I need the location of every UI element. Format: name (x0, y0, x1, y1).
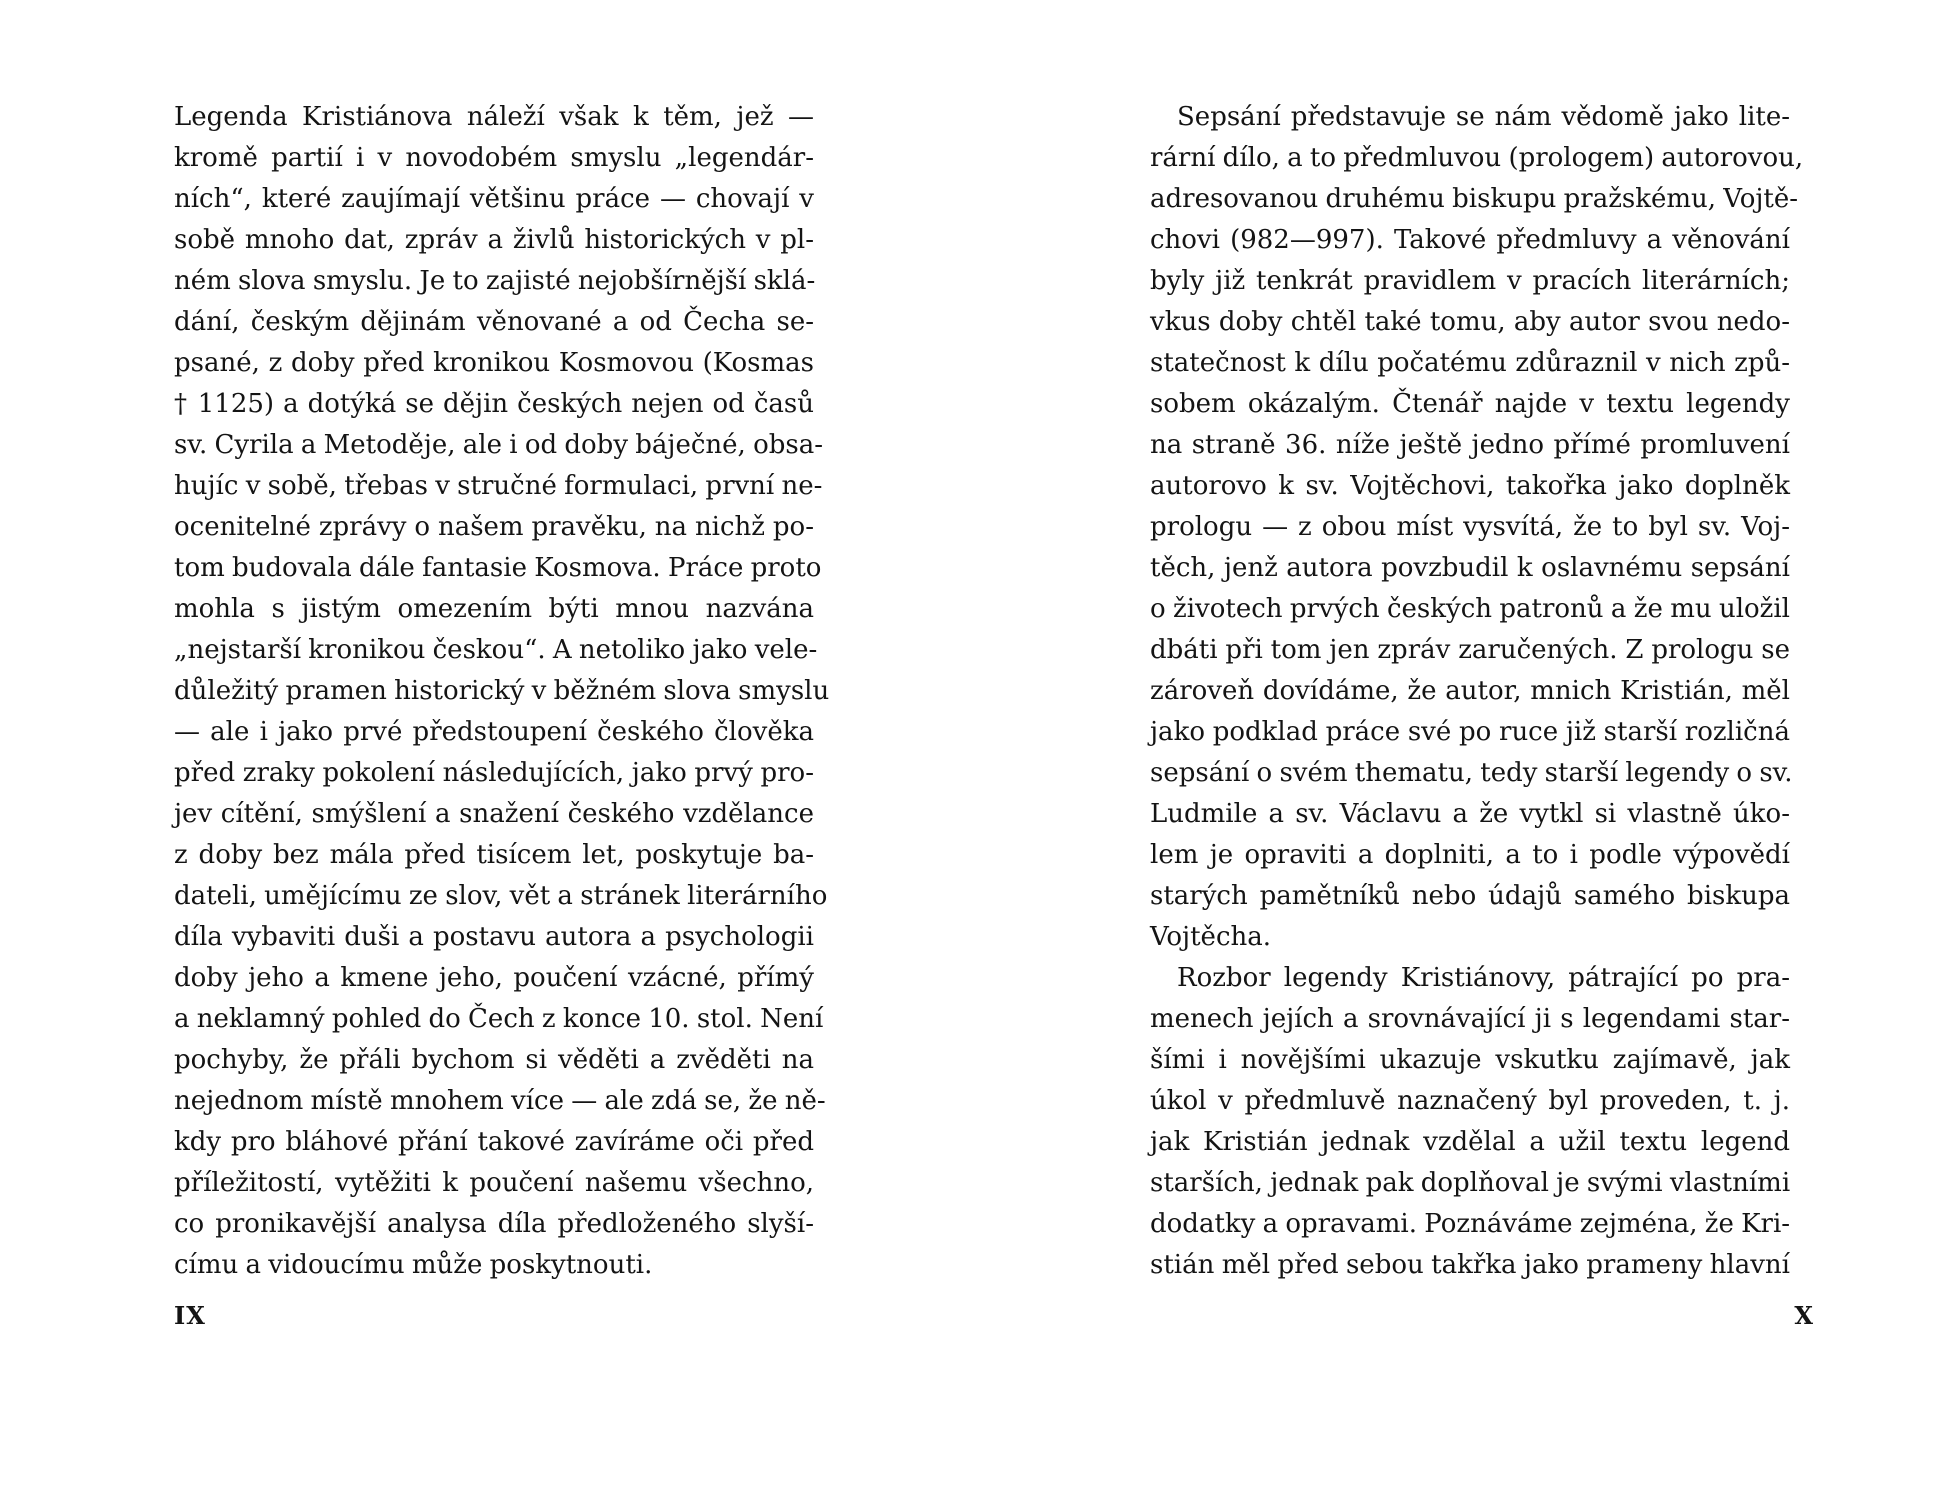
text-line: úkol v předmluvě naznačený byl proveden, t. j. (1150, 1086, 1790, 1116)
text-line: dbáti při tom jen zpráv zaručených. Z prologu se (1150, 635, 1790, 665)
text-line: příležitostí, vytěžiti k poučení našemu všechno, (174, 1168, 814, 1198)
text-line: díla vybaviti duši a postavu autora a psychologii (174, 922, 814, 952)
text-line: psané, z doby před kronikou Kosmovou (Kosmas (174, 348, 814, 378)
text-line: mohla s jistým omezením býti mnou nazvána (174, 594, 814, 624)
text-line: dání, českým dějinám věnované a od Čecha se‑ (174, 307, 814, 337)
text-line: autorovo k sv. Vojtěchovi, takořka jako doplněk (1150, 471, 1790, 501)
text-line: sobě mnoho dat, zpráv a živlů historických v pl‑ (174, 225, 814, 255)
text-line: ních“, které zaujímají většinu práce — chovají v (174, 184, 814, 214)
text-line: statečnost k dílu počatému zdůraznil v nich způ‑ (1150, 348, 1790, 378)
page-number-left: IX (174, 1301, 206, 1330)
text-line: Rozbor legendy Kristiánovy, pátrající po pra‑ (1177, 963, 1790, 993)
text-line: nejednom místě mnohem více — ale zdá se, že ně‑ (174, 1086, 826, 1116)
text-line: Legenda Kristiánova náleží však k těm, jež — (174, 102, 814, 132)
text-line: dodatky a opravami. Poznáváme zejména, že Kri‑ (1150, 1209, 1791, 1239)
text-line: zároveň dovídáme, že autor, mnich Kristián, měl (1150, 676, 1790, 706)
text-line: jev cítění, smýšlení a snažení českého vzdělance (174, 799, 814, 829)
text-line: Ludmile a sv. Václavu a že vytkl si vlastně úko‑ (1150, 799, 1790, 829)
text-line: na straně 36. níže ještě jedno přímé promluvení (1150, 430, 1790, 460)
text-line: byly již tenkrát pravidlem v pracích literárních; (1150, 266, 1790, 296)
text-line: † 1125) a dotýká se dějin českých nejen od časů (174, 389, 814, 419)
text-line: hujíc v sobě, třebas v stručné formulaci, první ne‑ (174, 471, 823, 501)
left-page-text (174, 97, 830, 1286)
text-line: pochyby, že přáli bychom si věděti a zvěděti na (174, 1045, 814, 1075)
text-line: doby jeho a kmene jeho, poučení vzácné, přímý (174, 963, 814, 993)
text-line: címu a vidoucímu může poskytnouti. (174, 1250, 653, 1280)
text-line: těch, jenž autora povzbudil k oslavnému sepsání (1150, 553, 1790, 583)
text-line: starých pamětníků nebo údajů samého biskupa (1150, 881, 1790, 911)
text-line: sv. Cyrila a Metoděje, ale i od doby báječné, obsa‑ (174, 430, 824, 460)
text-line: ném slova smyslu. Je to zajisté nejobšírnější sklá‑ (174, 266, 816, 296)
text-line: Vojtěcha. (1150, 922, 1272, 952)
text-line: dateli, umějícímu ze slov, vět a stránek literárního (174, 881, 828, 911)
text-line: lem je opraviti a doplniti, a to i podle výpovědí (1150, 840, 1790, 870)
text-line: starších, jednak pak doplňoval je svými vlastními (1150, 1168, 1791, 1198)
text-line: jak Kristián jednak vzdělal a užil textu legend (1150, 1127, 1790, 1157)
text-line: ocenitelné zprávy o našem pravěku, na nichž po‑ (174, 512, 814, 542)
text-line: o životech prvých českých patronů a že mu uložil (1150, 594, 1790, 624)
text-line: chovi (982—997). Takové předmluvy a věnování (1150, 225, 1790, 255)
text-line: — ale i jako prvé předstoupení českého člověka (174, 717, 814, 747)
text-line: před zraky pokolení následujících, jako prvý pro‑ (174, 758, 814, 788)
text-line: a neklamný pohled do Čech z konce 10. stol. Není (174, 1004, 824, 1034)
text-line: menech jejích a srovnávající ji s legendami star‑ (1150, 1004, 1790, 1034)
text-line: „nejstarší kronikou českou“. A netoliko jako vele‑ (174, 635, 818, 665)
text-line: z doby bez mála před tisícem let, poskytuje ba‑ (174, 840, 814, 870)
page-number-right: X (1794, 1301, 1814, 1330)
text-line: tom budovala dále fantasie Kosmova. Práce proto (174, 553, 822, 583)
text-line: Sepsání představuje se nám vědomě jako lite‑ (1177, 102, 1790, 132)
text-line: sobem okázalým. Čtenář najde v textu legendy (1150, 389, 1790, 419)
text-line: adresovanou druhému biskupu pražskému, Vojtě‑ (1150, 184, 1799, 214)
text-line: důležitý pramen historický v běžném slova smyslu (174, 676, 830, 706)
text-line: prologu — z obou míst vysvítá, že to byl sv. Voj‑ (1150, 512, 1790, 542)
text-line: rární dílo, a to předmluvou (prologem) autorovou, (1150, 143, 1804, 173)
text-line: kromě partií i v novodobém smyslu „legendár‑ (174, 143, 814, 173)
text-line: jako podklad práce své po ruce již starší rozličná (1150, 717, 1790, 747)
text-line: stián měl před sebou takřka jako prameny hlavní (1150, 1250, 1790, 1280)
text-line: vkus doby chtěl také tomu, aby autor svou nedo‑ (1150, 307, 1790, 337)
right-page-text (1150, 97, 1804, 1286)
text-line: sepsání o svém thematu, tedy starší legendy o sv. (1150, 758, 1793, 788)
text-line: šími i novějšími ukazuje vskutku zajímavě, jak (1150, 1045, 1790, 1075)
text-line: co pronikavější analysa díla předloženého slyší‑ (174, 1209, 814, 1239)
text-line: kdy pro bláhové přání takové zavíráme oči před (174, 1127, 814, 1157)
